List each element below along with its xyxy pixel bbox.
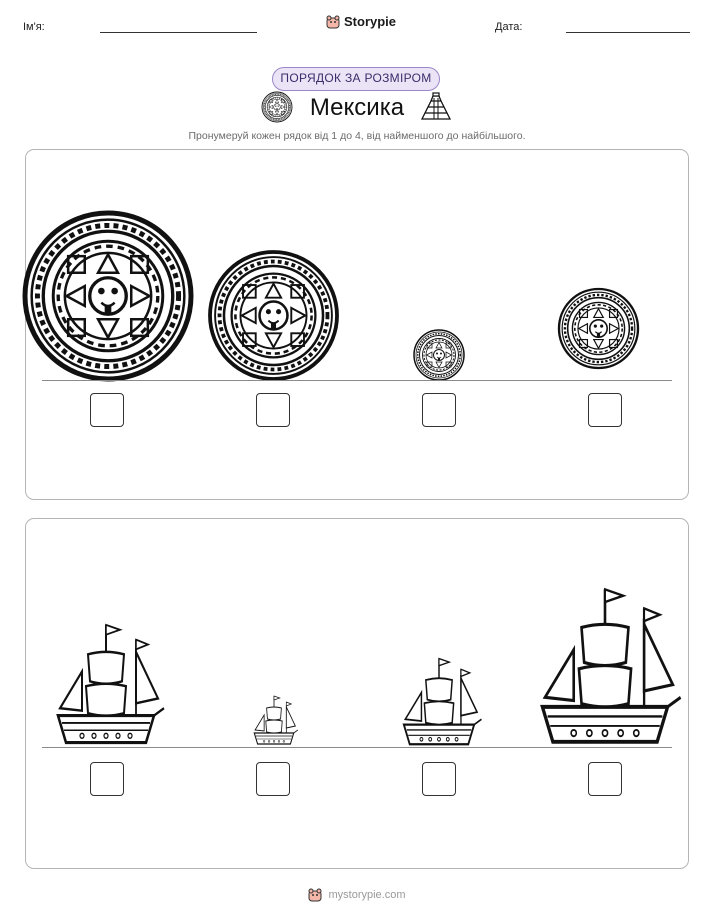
sailing-ship-icon bbox=[398, 655, 480, 746]
number-box[interactable] bbox=[256, 393, 290, 427]
instruction-text: Пронумеруй кожен рядок від 1 до 4, від найменшого до найбільшого. bbox=[188, 130, 526, 142]
footer bbox=[0, 888, 714, 902]
baseline bbox=[42, 380, 672, 381]
number-box[interactable] bbox=[588, 393, 622, 427]
number-box[interactable] bbox=[588, 762, 622, 796]
name-field[interactable] bbox=[100, 32, 257, 33]
footer-site[interactable]: mystorypie.com bbox=[328, 889, 406, 901]
mascot-icon bbox=[326, 15, 340, 29]
aztec-calendar-icon bbox=[559, 289, 638, 368]
date-label: Дата: bbox=[495, 21, 523, 33]
page-title: Мексика bbox=[309, 94, 405, 121]
mascot-icon bbox=[308, 888, 322, 902]
date-field[interactable] bbox=[566, 32, 690, 33]
aztec-calendar-icon bbox=[414, 330, 464, 380]
brand-logo bbox=[326, 14, 396, 29]
category-badge: ПОРЯДОК ЗА РОЗМІРОМ bbox=[272, 67, 440, 91]
sailing-ship-icon bbox=[532, 583, 678, 745]
brand-name: Storypie bbox=[344, 14, 397, 29]
number-box[interactable] bbox=[90, 393, 124, 427]
aztec-calendar-icon bbox=[210, 252, 337, 379]
name-label: Ім'я: bbox=[23, 21, 45, 33]
number-box[interactable] bbox=[256, 762, 290, 796]
aztec-calendar-icon bbox=[25, 213, 191, 379]
sailing-ship-icon bbox=[50, 620, 162, 745]
number-box[interactable] bbox=[90, 762, 124, 796]
number-box[interactable] bbox=[422, 393, 456, 427]
baseline bbox=[42, 747, 672, 748]
pyramid-icon bbox=[420, 92, 452, 120]
sailing-ship-icon bbox=[251, 694, 297, 745]
number-box[interactable] bbox=[422, 762, 456, 796]
